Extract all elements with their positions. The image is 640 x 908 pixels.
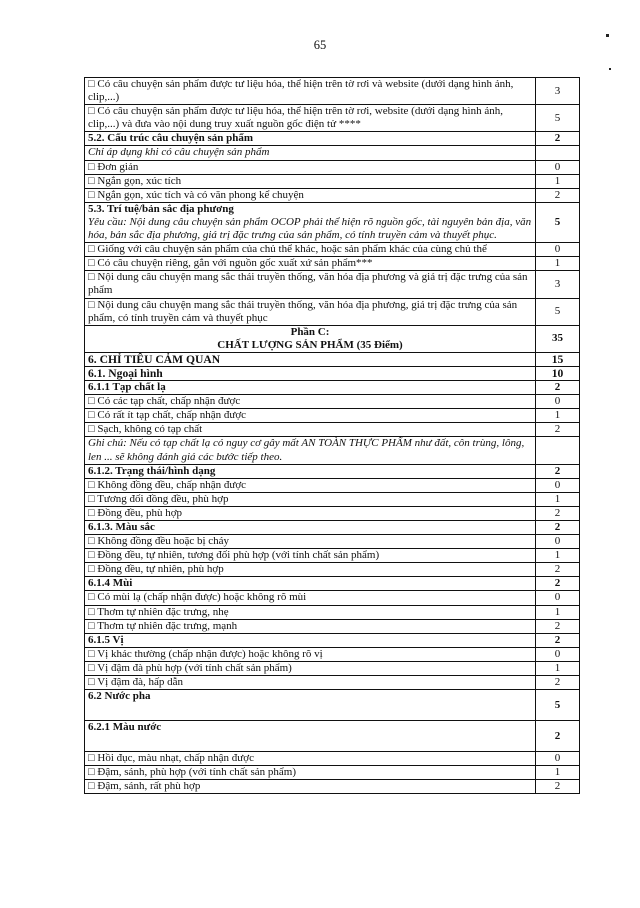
criteria-score: 1 [536,492,580,506]
criteria-row [85,647,580,661]
criteria-score: 1 [536,766,580,780]
criteria-score: 0 [536,243,580,257]
criteria-row [85,366,580,380]
criteria-option: □ Vị khác thường (chấp nhận được) hoặc không rõ vị [85,647,536,661]
criteria-score: 15 [536,352,580,366]
section-title: 6.1.1 Tạp chất lạ [85,381,536,395]
criteria-option: □ Giống với câu chuyện sản phẩm của chủ thể khác, hoặc sản phẩm khác của cùng chủ thể [85,243,536,257]
criteria-score: 1 [536,661,580,675]
criteria-row [85,437,580,464]
criteria-row [85,780,580,794]
criteria-row [85,202,580,242]
criteria-table-body [85,78,580,794]
part-title: CHẤT LƯỢNG SẢN PHẨM (35 Điểm) [217,338,403,351]
criteria-row [85,535,580,549]
criteria-row [85,506,580,520]
criteria-row [85,478,580,492]
section-title: 6.1.3. Màu sắc [85,521,536,535]
criteria-score: 35 [536,325,580,352]
section-requirement-note: Yêu cầu: Nội dung câu chuyện sản phẩm OCOP phải thể hiện rõ nguồn gốc, tài nguyên bản địa, văn hóa, bản sắc địa phương, giá trị đặc trưng của sản phẩm, có tính truyền cảm và thuyết phục. [88,215,532,242]
criteria-option: □ Đậm, sánh, rất phù hợp [85,780,536,794]
criteria-option: □ Không đồng đều hoặc bị cháy [85,535,536,549]
criteria-row [85,132,580,146]
criteria-option: □ Có câu chuyện sản phẩm được tư liệu hóa, thể hiện trên tờ rơi và website (dưới dạng hình ảnh, clip,...) [85,78,536,105]
criteria-row [85,395,580,409]
criteria-option: □ Đồng đều, tự nhiên, phù hợp [85,563,536,577]
criteria-score: 1 [536,174,580,188]
criteria-score: 2 [536,464,580,478]
criteria-row [85,549,580,563]
criteria-row [85,676,580,690]
section-title: 5.2. Cấu trúc câu chuyện sản phẩm [85,132,536,146]
criteria-score: 0 [536,591,580,605]
criteria-row [85,423,580,437]
criteria-row [85,146,580,160]
criteria-option: □ Vị đậm đà phù hợp (với tính chất sản phẩm) [85,661,536,675]
criteria-score: 2 [536,619,580,633]
section-title: 6.1.4 Mùi [85,577,536,591]
criteria-score: 2 [536,577,580,591]
criteria-row [85,78,580,105]
criteria-option: □ Ngắn gọn, xúc tích [85,174,536,188]
criteria-score: 2 [536,506,580,520]
scan-mark-1 [606,34,609,37]
criteria-row [85,591,580,605]
criteria-option: □ Tương đối đồng đều, phù hợp [85,492,536,506]
criteria-score: 1 [536,257,580,271]
section-title: 6.2.1 Màu nước [85,721,536,752]
criteria-score: 5 [536,298,580,325]
page-number: 65 [313,38,327,52]
criteria-score: 3 [536,271,580,298]
criteria-score: 2 [536,381,580,395]
criteria-score: 3 [536,78,580,105]
section-title: 6.2 Nước pha [85,690,536,721]
criteria-description [85,202,536,242]
section-title: 6.1. Ngoại hình [85,366,536,380]
section-title: 6. CHỈ TIÊU CẢM QUAN [85,352,536,366]
criteria-row [85,298,580,325]
criteria-score: 10 [536,366,580,380]
criteria-option: □ Đậm, sánh, phù hợp (với tính chất sản phẩm) [85,766,536,780]
criteria-option: □ Hồi đục, màu nhạt, chấp nhận được [85,752,536,766]
section-title: 6.1.2. Trạng thái/hình dạng [85,464,536,478]
criteria-option: □ Đồng đều, phù hợp [85,506,536,520]
criteria-note: Ghi chú: Nếu có tạp chất lạ có nguy cơ gây mất AN TOÀN THỰC PHẨM như đất, côn trùng, lông, len ... sẽ không đánh giá các bước tiếp theo. [85,437,536,464]
criteria-table [84,77,580,794]
criteria-score: 5 [536,690,580,721]
criteria-row [85,257,580,271]
criteria-option: □ Không đồng đều, chấp nhận được [85,478,536,492]
criteria-score: 2 [536,563,580,577]
criteria-row [85,188,580,202]
criteria-row [85,352,580,366]
criteria-row [85,271,580,298]
criteria-score: 0 [536,647,580,661]
criteria-option: □ Có câu chuyện sản phẩm được tư liệu hóa, thể hiện trên tờ rơi, website (dưới dạng hình ảnh, clip,...) và đưa vào nội dung truy xuất nguồn gốc điện tử **** [85,105,536,132]
criteria-score: 1 [536,409,580,423]
criteria-row [85,721,580,752]
criteria-row [85,563,580,577]
criteria-score: 0 [536,395,580,409]
criteria-score: 2 [536,780,580,794]
criteria-score: 2 [536,633,580,647]
criteria-row [85,174,580,188]
criteria-option: □ Thơm tự nhiên đặc trưng, nhẹ [85,605,536,619]
criteria-note: Chỉ áp dụng khi có câu chuyện sản phẩm [85,146,536,160]
criteria-row [85,690,580,721]
criteria-score: 5 [536,105,580,132]
criteria-option: □ Có các tạp chất, chấp nhận được [85,395,536,409]
criteria-row [85,661,580,675]
criteria-score: 5 [536,202,580,242]
criteria-row [85,160,580,174]
criteria-option: □ Nội dung câu chuyện mang sắc thái truyền thống, văn hóa địa phương, giá trị đặc trưng của sản phẩm, có tính truyền cảm và thuyết phục [85,298,536,325]
criteria-row [85,766,580,780]
criteria-score [536,437,580,464]
criteria-score: 2 [536,188,580,202]
criteria-score: 2 [536,132,580,146]
criteria-row [85,605,580,619]
criteria-option: □ Ngắn gọn, xúc tích và có văn phong kể chuyện [85,188,536,202]
criteria-row [85,752,580,766]
criteria-option: □ Có mùi lạ (chấp nhận được) hoặc không rõ mùi [85,591,536,605]
criteria-row [85,105,580,132]
part-label: Phần C: [290,325,330,338]
criteria-row [85,633,580,647]
criteria-option: □ Có rất ít tạp chất, chấp nhận được [85,409,536,423]
criteria-option: □ Đồng đều, tự nhiên, tương đối phù hợp (với tính chất sản phẩm) [85,549,536,563]
criteria-row [85,381,580,395]
criteria-option: □ Vị đậm đà, hấp dẫn [85,676,536,690]
criteria-option: □ Sạch, không có tạp chất [85,423,536,437]
criteria-score: 1 [536,605,580,619]
criteria-option: □ Có câu chuyện riêng, gắn với nguồn gốc xuất xứ sản phẩm*** [85,257,536,271]
criteria-option: □ Nội dung câu chuyện mang sắc thái truyền thống, văn hóa địa phương và giá trị đặc trưng của sản phẩm [85,271,536,298]
criteria-score: 0 [536,478,580,492]
criteria-score: 1 [536,549,580,563]
criteria-row [85,577,580,591]
criteria-score: 2 [536,423,580,437]
criteria-score: 2 [536,676,580,690]
criteria-score: 2 [536,721,580,752]
criteria-row [85,521,580,535]
criteria-score: 0 [536,535,580,549]
criteria-option: □ Thơm tự nhiên đặc trưng, mạnh [85,619,536,633]
criteria-row [85,619,580,633]
criteria-row [85,243,580,257]
criteria-score: 0 [536,160,580,174]
criteria-row [85,492,580,506]
criteria-score: 2 [536,521,580,535]
criteria-score [536,146,580,160]
criteria-score: 0 [536,752,580,766]
section-title: 5.3. Trí tuệ/bản sắc địa phương [88,202,234,215]
criteria-row [85,409,580,423]
criteria-option: □ Đơn giản [85,160,536,174]
criteria-row [85,325,580,352]
scan-mark-2 [609,68,611,70]
criteria-description [85,325,536,352]
criteria-row [85,464,580,478]
section-title: 6.1.5 Vị [85,633,536,647]
